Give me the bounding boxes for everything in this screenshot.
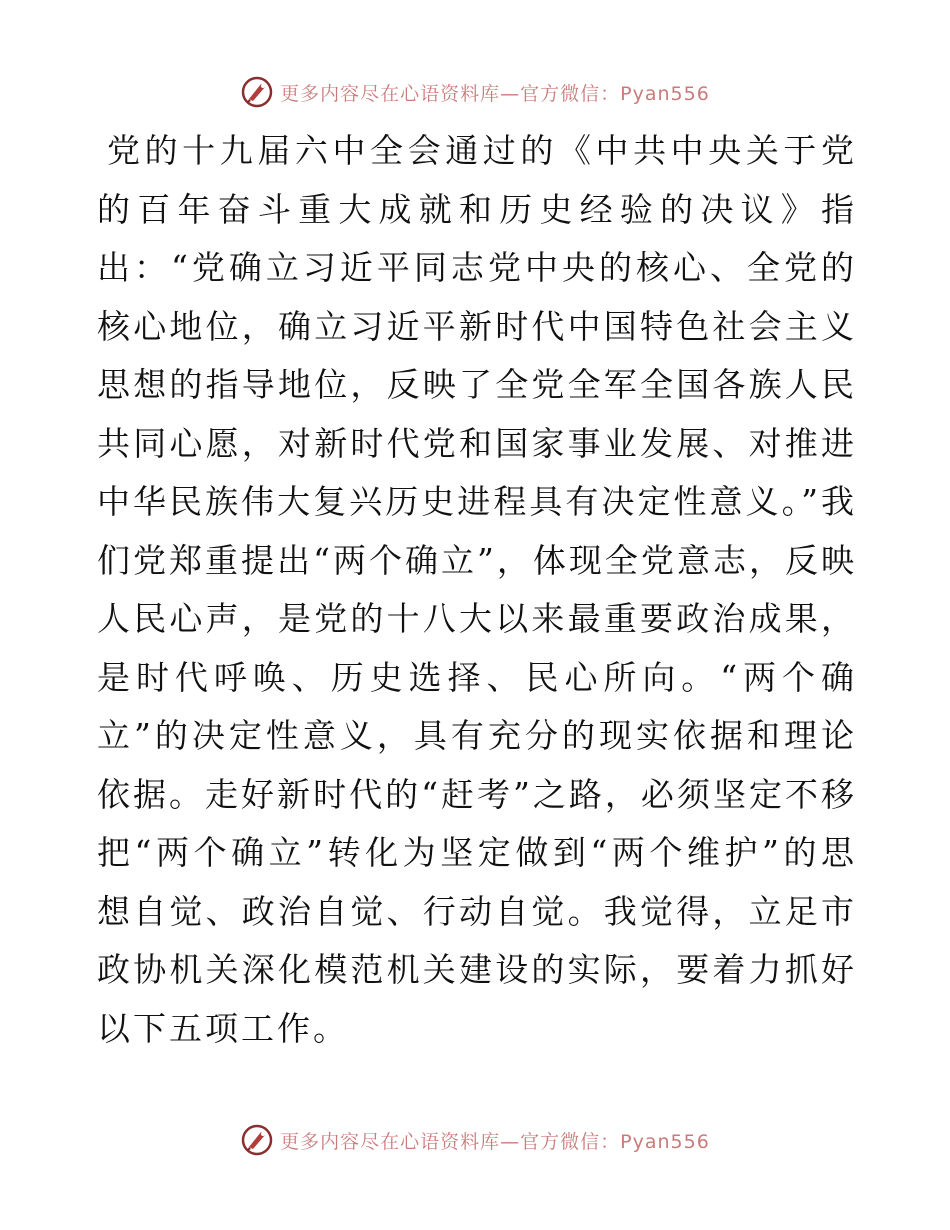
- footer-banner-text: 更多内容尽在心语资料库—官方微信：Pyan556: [280, 1130, 710, 1153]
- header-banner-text: 更多内容尽在心语资料库—官方微信：Pyan556: [280, 82, 710, 105]
- document-paragraph: 党的十九届六中全会通过的《中共中央关于党的百年奋斗重大成就和历史经验的决议》指出：“党确立习近平同志党中央的核心、全党的核心地位，确立习近平新时代中国特色社会主义思想的指导地位，反映了全党全军全国各族人民共同心愿，对新时代党和国家事业发展、对推进中华民族伟大复兴历史进程具有决定性意义。”我们党郑重提出“两个确立”，体现全党意志，反映人民心声，是党的十八大以来最重要政治成果，是时代呼唤、历史选择、民心所向。“两个确立”的决定性意义，具有充分的现实依据和理论依据。走好新时代的“赶考”之路，必须坚定不移把“两个确立”转化为坚定做到“两个维护”的思想自觉、政治自觉、行动自觉。我觉得，立足市政协机关深化模范机关建设的实际，要着力抓好以下五项工作。: [97, 131, 857, 1048]
- quill-pen-logo-icon: [240, 75, 274, 109]
- quill-pen-logo-icon: [240, 1123, 274, 1157]
- footer-banner: [0, 1120, 950, 1160]
- header-banner: [0, 72, 950, 112]
